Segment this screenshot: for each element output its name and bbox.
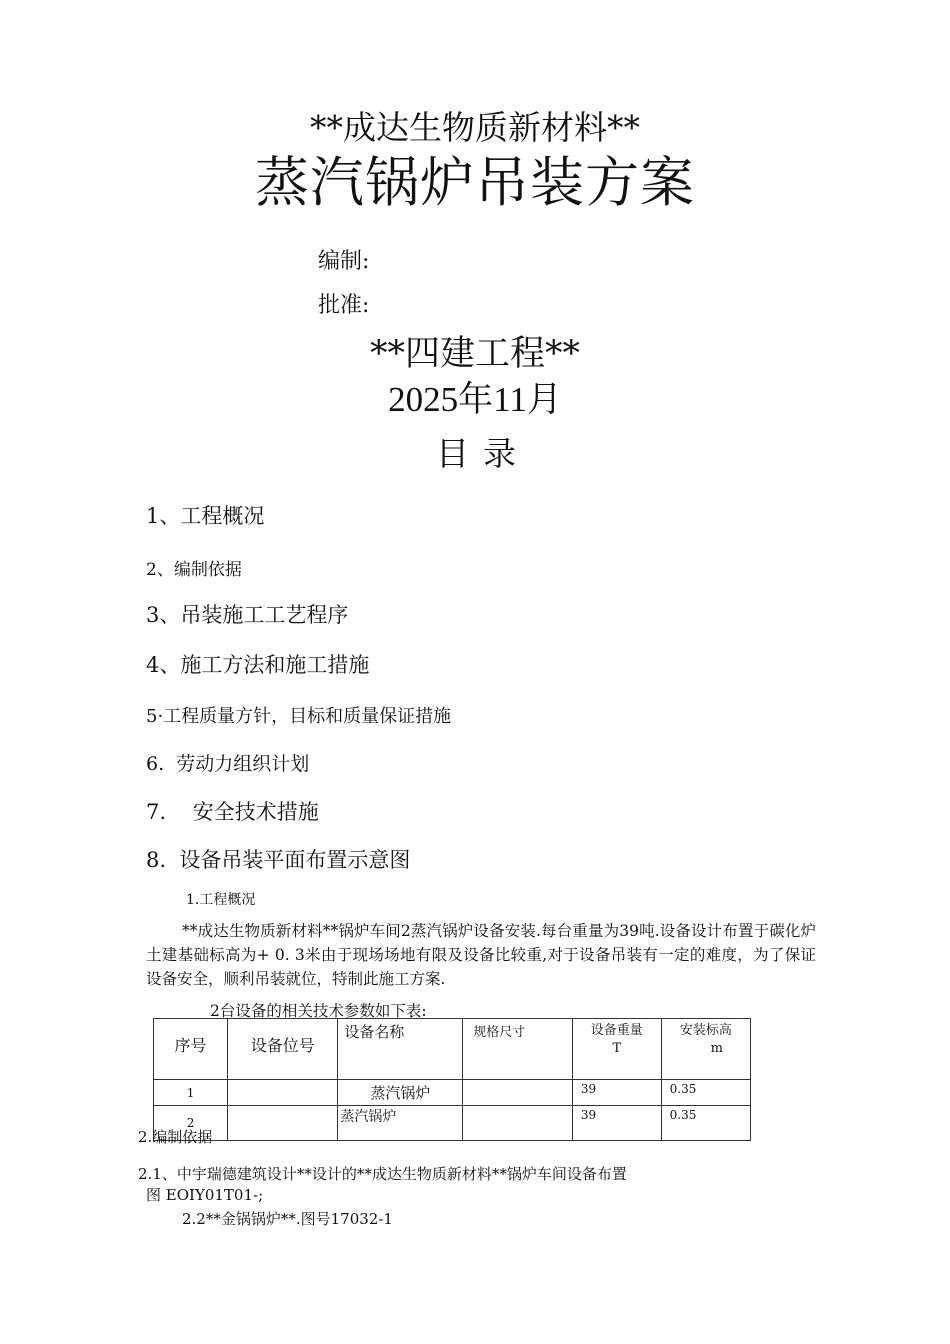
cell-weight: 39 [572, 1106, 661, 1141]
toc-item-1: 1、工程概况 [146, 504, 265, 528]
table-caption: 2台设备的相关技术参数如下表: [210, 1002, 427, 1020]
company-name: **四建工程** [369, 334, 580, 374]
table-row [154, 1106, 751, 1141]
cell-weight: 39 [572, 1080, 661, 1106]
cell-position [228, 1080, 338, 1106]
equipment-parameters-table [153, 1018, 751, 1141]
cell-height: 0.35 [661, 1106, 750, 1141]
header-height-line1: 安装标高 [679, 1023, 732, 1038]
header-no: 序号 [154, 1019, 228, 1080]
cell-no: 1 [154, 1080, 228, 1106]
cell-spec [463, 1106, 573, 1141]
toc-item-8: 8. 设备吊装平面布置示意图 [146, 848, 411, 872]
section-2-heading: 2.编制依据 [138, 1128, 213, 1146]
toc-item-5: 5·工程质量方针，目标和质量保证措施 [146, 706, 452, 727]
cell-position [228, 1106, 338, 1141]
cell-name: 蒸汽锅炉 [338, 1106, 463, 1141]
table-header-row [154, 1019, 751, 1080]
toc-item-4: 4、施工方法和施工措施 [146, 653, 370, 677]
header-height [661, 1019, 750, 1080]
document-title: 蒸汽锅炉吊装方案 [255, 151, 695, 214]
section-1-heading: 1.工程概况 [186, 892, 256, 908]
section-2-item-2: 2.2**金锅锅炉**.图号17032-1 [182, 1210, 393, 1228]
cell-name: 蒸汽锅炉 [338, 1080, 463, 1106]
compiled-by-label: 编制: [318, 249, 370, 274]
cell-spec [463, 1080, 573, 1106]
header-spec: 规格尺寸 [463, 1019, 573, 1080]
section-2-item-1-line-2: 图 EOIY01T01-; [146, 1186, 264, 1204]
toc-item-2: 2、编制依据 [146, 560, 242, 580]
header-position: 设备位号 [228, 1019, 338, 1080]
toc-item-7: 7. 安全技术措施 [146, 800, 319, 824]
cell-height: 0.35 [661, 1080, 750, 1106]
approved-by-label: 批准: [318, 293, 370, 318]
toc-item-6: 6. 劳动力组织计划 [146, 753, 310, 775]
toc-item-3: 3、吊装施工工艺程序 [146, 603, 349, 627]
header-name: 设备名称 [338, 1019, 463, 1080]
header-weight [572, 1019, 661, 1080]
header-weight-unit: T [612, 1041, 622, 1056]
header-weight-line1: 设备重量 [590, 1023, 643, 1038]
document-subtitle: **成达生物质新材料** [310, 108, 640, 147]
document-date: 2025年11月 [388, 380, 562, 419]
toc-title: 目录 [436, 434, 530, 473]
table-row [154, 1080, 751, 1106]
section-1-paragraph: **成达生物质新材料**锅炉车间2蒸汽锅炉设备安装.每台重量为39吨.设备设计布置于碳化炉土建基础标高为+ 0. 3米由于现场场地有限及设备比较重,对于设备吊装有一定的难度，为了保证设备安全，顺利吊装就位，特制此施工方案. [146, 922, 816, 988]
header-height-unit: m [710, 1041, 723, 1056]
cell-no: 2 [154, 1106, 228, 1141]
section-2-item-1-line-1: 2.1、中宇瑞德建筑设计**设计的**成达生物质新材料**锅炉车间设备布置 [138, 1165, 627, 1183]
